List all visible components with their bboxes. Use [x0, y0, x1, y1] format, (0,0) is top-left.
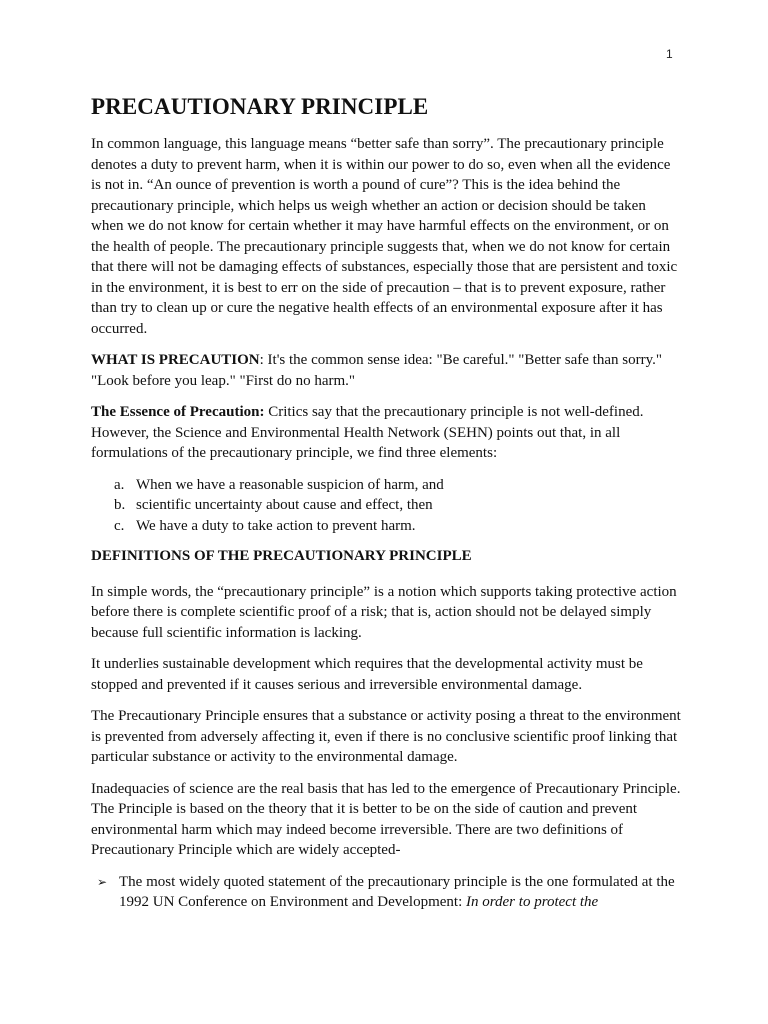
essence-paragraph [91, 402, 681, 464]
what-is-precaution-paragraph [91, 350, 681, 391]
page-number: 1 [666, 47, 673, 61]
arrow-bullet-icon: ➢ [97, 874, 108, 889]
bullet-text [119, 872, 681, 913]
definition-paragraph-3: The Precautionary Principle ensures that a substance or activity posing a threat to the environment is prevented from adversely affecting it, even if there is no conclusive scientific proof linking that particular substance or activity to the environmental damage. [91, 708, 681, 765]
definitions-bullet-list [91, 872, 681, 913]
bullet-text-regular: The most widely quoted statement of the precautionary principle is the one formulated at the 1992 UN Conference on Environment and Development: [119, 873, 675, 910]
list-item [91, 495, 681, 516]
what-is-precaution-label: WHAT IS PRECAUTION [91, 352, 260, 368]
bullet-text-italic: In order to protect the [466, 894, 599, 910]
what-is-precaution-text: : It's the common sense idea: "Be careful." "Better safe than sorry." "Look before you leap." "First do no harm." [91, 352, 662, 389]
list-item-text: When we have a reasonable suspicion of harm, and [136, 476, 444, 493]
list-item [91, 475, 681, 496]
intro-paragraph: In common language, this language means “better safe than sorry”. The precautionary principle denotes a duty to prevent harm, when it is within our power to do so, even when all the evidence is not in. “An ounce of prevention is worth a pound of cure”? This is the idea behind the precautionary principle, which helps us weigh whether an action or decision should be taken when we do not know for certain whether it may have harmful effects on the environment, or on the health of people. The precautionary principle suggests that, when we do not know for certain that there will not be damaging effects of substances, especially those that are persistent and toxic in the environment, it is best to err on the side of precaution – that is to prevent exposure, rather than try to clean up or cure the negative health effects of an environmental exposure after it has occurred. [91, 136, 678, 337]
definition-paragraph-2: It underlies sustainable development which requires that the developmental activity must be stopped and prevented if it causes serious and irreversible environmental damage. [91, 656, 643, 693]
list-item-text: We have a duty to take action to prevent harm. [136, 517, 416, 534]
definition-paragraph-4: Inadequacies of science are the real basis that has led to the emergence of Precautionary Principle. The Principle is based on the theory that it is better to be on the side of caution and prevent environmental harm which may indeed become irreversible. There are two definitions of Precautionary Principle which are widely accepted- [91, 780, 681, 858]
list-marker: a. [114, 476, 125, 493]
list-item [91, 516, 681, 537]
definition-paragraph-1: In simple words, the “precautionary principle” is a notion which supports taking protective action before there is complete scientific proof of a risk; that is, action should not be delayed simply because full scientific information is lacking. [91, 583, 677, 641]
essence-text: Critics say that the precautionary principle is not well-defined. However, the Science and Environmental Health Network (SEHN) points out that, in all formulations of the precautionary principle, we find three elements: [91, 404, 644, 461]
elements-list [91, 475, 681, 537]
list-item [91, 872, 681, 913]
definitions-heading: DEFINITIONS OF THE PRECAUTIONARY PRINCIPLE [91, 548, 472, 564]
list-marker: b. [114, 497, 126, 513]
document-body [91, 92, 681, 913]
page-title: PRECAUTIONARY PRINCIPLE [91, 94, 429, 119]
essence-label: The Essence of Precaution: [91, 404, 265, 420]
list-item-text: scientific uncertainty about cause and effect, then [136, 497, 433, 513]
list-marker: c. [114, 517, 125, 534]
